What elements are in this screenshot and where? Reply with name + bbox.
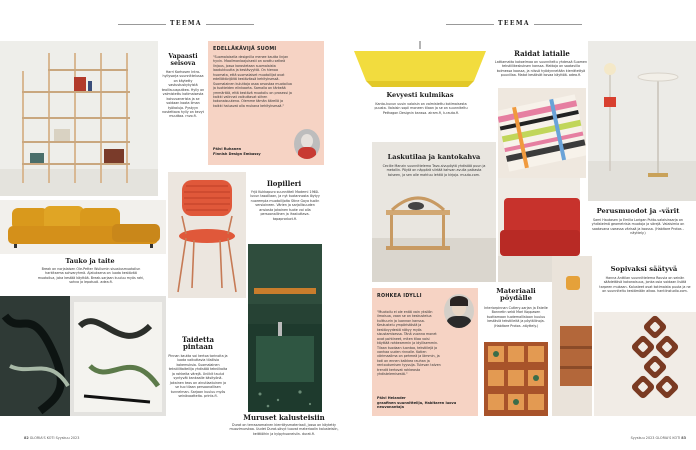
footer-left — [24, 436, 144, 440]
ilopilleri-title: Ilopilleri — [266, 179, 302, 188]
terrazzo-photo — [248, 244, 322, 412]
shelf-photo — [0, 41, 158, 196]
vapaasti-title: Vapaasti seisova — [168, 53, 198, 67]
rohkea-box — [372, 288, 478, 416]
chair-photo — [168, 172, 246, 298]
pendant-lamp-photo — [350, 41, 490, 91]
magazine-name-left: GLORIA'S KOTI — [29, 436, 55, 440]
shelf-illustration — [0, 41, 158, 196]
side-table-photo — [372, 142, 496, 282]
kevyesti-title: Kevyesti kulmikas — [386, 91, 454, 99]
sopivaksi-body: Hanna Anttilan suunnittelema Rouvia on seinän säädettävä kokonaisuus, jonka osia voidaan lisätä tarpeen mukaan. Kalusteet ovat kotimaista puuta ja ne on suunniteltu kestämään aikaa. hantiinstudio.com. — [599, 276, 691, 294]
tableware-photo — [484, 342, 548, 416]
sofa-illustration — [0, 200, 166, 254]
side-table-illustration — [372, 142, 496, 282]
laskutilaa-title: Laskutilaa ja kantokahva — [387, 153, 481, 161]
tableware-illustration — [484, 342, 548, 416]
rohkea-role: graafinen suunnittelija, Habitaren luova neuvonantaja — [377, 401, 457, 409]
muruset-title: Muruset kalusteisiin — [243, 413, 325, 422]
teema-rule-left-b — [206, 24, 254, 25]
edellakavija-heading: EDELLÄKÄVIJÄ SUOMI — [213, 47, 277, 52]
page-number-right: 83 — [681, 436, 686, 440]
vapaasti-body: Harri Korhosen Intra-hyllysarja suunnittelussa on käytetty vastustuskykyistä teollisuusputkea. Hylly on valmistettu kotimaisesta koivuvanerista ja se voidaan koota ilman työkaluja. Pystyyn nostettava hylly on kevyt muuttaa. rnvo.fi. — [161, 70, 205, 119]
materiaali-body: Interiorpinnan Cutlery-sarjan ja Estelle Bonnetin sekä Mari Koppasen tuottamaan tuotemallistoon kuuluu kestäviä tekstiileitä ja pöytäliinoja. (Habitare Protos -näyttely.) — [484, 306, 548, 328]
rug-illustration — [498, 88, 586, 178]
terrazzo-illustration — [248, 244, 322, 412]
muruset-body: Durat on terrazzomainen kierrätysmateriaali, jossa on käytetty muovimurskaa. Uudet Durat-sävyt tuovat materiaalin kalusteisiin, keittiöihin ja kylpyhuoneisiin. durat.fi. — [229, 423, 339, 436]
section-label-right: TEEMA — [498, 20, 530, 27]
pendant-lamp-illustration — [350, 41, 490, 91]
taidetta-title: Taidetta pintaan — [181, 335, 215, 352]
tauko-body: Break on norjalaisen Ole-Petter Wullumin sisustusmuotoilun harkitsema sohvaryhmä. Ajatuksena on luoda kestävää muotoilua, joka kestää käyttöä. Break-sarjaan kuuluu myös rahi, sohva ja lepotuoli. adea.fi. — [37, 267, 145, 285]
issue-left: Syyskuu 2023 — [55, 436, 80, 440]
chair-illustration — [168, 172, 246, 298]
sofa-photo — [0, 200, 166, 254]
edellakavija-role: Finnish Design Embassy — [213, 152, 261, 156]
teema-rule-right-a — [446, 24, 494, 25]
floor-lamp-illustration — [588, 41, 696, 201]
wall-storage-photo-left — [552, 256, 592, 416]
taidetta-body: Pinnan kautta voi kertoa tarinoita ja luoda vaikuttavia tilallisia kokemuksia. Suomalainen tekstiilitaiteilija yhdistää tekniikoita ja rohkeita värejä. Uniikit taulut syntyvät kankaalle käsityönä. Jokainen teos on ainutlaatuinen ja se tuo tilaan persoonallisen tunnelman. Sarjaan kuuluu myös seinävaatteita. prints.fi. — [168, 354, 228, 398]
raidat-title: Raidat latialle — [514, 49, 570, 58]
section-label-left: TEEMA — [170, 20, 202, 27]
edellakavija-body: "Suomalaisella designilla menee kautta linjan hyvin. Maailmanlaajuisesti on avattu selkeä linjaus, jossa korostetaan suomalaista laadukkuutta ja kestävyyttä. On hienoa huomata, että suomalaiset muotoilijat ovat edelläkävijöitä kestävässä kehityksessä. Suomalainen kuluttaja osaa arvostaa muotoilua ja tuotteiden elinkaarta. Samalla on tärkeää ymmärtää, että kestävä muotoilu on prosessi ja kaikki valinnat vaikuttavat siihen kokonaisuutena. Olemme tämän äärellä ja kaikki haluavat olla mukana kehityksessä." — [213, 55, 292, 108]
teema-rule-left-a — [118, 24, 166, 25]
perusmuodot-title: Perusmuodot ja -värit — [596, 207, 680, 215]
helander-portrait — [444, 294, 474, 328]
ilopilleri-body: Yrjö Kukkapuro suunnitteli Moderni 1960-luvun tasoillaan, ja nyt tuotannosta löytyy nuorempia muotoilijoita Stine Goya tuolin versioineen. Värien ja sarjallisuuden ansiosta jokainen tuote voi olla persoonallinen ja ihastuttava. tapaproduct.fi. — [250, 190, 320, 221]
wall-storage-illustration-right — [594, 312, 696, 416]
edellakavija-signature: Päivi Ruhanen — [213, 147, 242, 151]
floor-lamp-photo — [588, 41, 696, 201]
art-photo — [0, 296, 166, 416]
raidat-body: Lattiamatto kokoelmaa on suunniteltu yhdessä Suomen tekstiilikeskuksen kanssa. Mattoja on saatavilla kolmessa koossa, ja niissä hyödynnetään kierrätettyä puuvillaa. Matot kestävät kovaa käyttöä. adea.fi. — [494, 60, 588, 78]
art-illustration — [0, 296, 166, 416]
rug-photo — [498, 88, 586, 178]
tauko-title: Tauko ja taite — [65, 257, 115, 265]
rohkea-signature: Päivi Helander — [377, 396, 406, 400]
edellakavija-box — [208, 41, 324, 165]
perusmuodot-body: Sami Hautasen ja Emilia Lorigan Putto-valaisinsarja on yhdistelmä geometrisia muotoja ja värejä. Valaisimia on saatavana useassa värissä ja koossa. (Habitare Protos -näyttely.) — [591, 218, 685, 236]
wall-storage-illustration-left — [552, 256, 592, 416]
materiaali-title: Materiaali pöydälle — [496, 287, 536, 303]
kevyesti-body: Kanto-kuvun uusin valaisin on valmistettu kotimaisesta puusta. Valaisin sopii moneen tilaan ja se on suunniteltu Pethagon Designin kanssa. airam.fi, k-rauta.fi. — [374, 102, 468, 115]
rohkea-body: "Muotoilu ei ole enää vain yksilön ilmaisua, vaan se on keskustelua kulttuurin ja luonnon kanssa. Keskustelu ympäristöstä ja kestävyydestä näkyy myös sisustamisessa. Tänä vuonna monet ovat pohtineet, miten tilaa voisi käyttää rohkeammin ja idyllisemmin. Tilaan tuodaan luontoa, tekstiilejä ja vanhaa uuden rinnalle. Kotien värimaailma on pehmeä ja lämmin, ja koti on ennen kaikkea rauhan ja rentoutumisen tyyssija. Tulevan talven trendit kertovat rohkeasta yhdistelemisestä." — [377, 310, 441, 377]
ruhanen-portrait — [294, 129, 320, 159]
laskutilaa-body: Cecilie Manzin suunnittelema Tavo-sivupöytä yhdistää puun ja metallin. Pöytä on näppärä siirtää kahvan avulla paikasta toiseen, ja sen alle mahtuu lehtiä ja kirjoja. muuto.com. — [382, 164, 486, 177]
footer-right — [566, 436, 686, 440]
magazine-name-right: GLORIA'S KOTI — [655, 436, 681, 440]
sopivaksi-title: Sopivaksi säätyvä — [610, 265, 678, 273]
rohkea-heading: ROHKEA IDYLLI — [377, 294, 422, 299]
teema-rule-right-b — [534, 24, 582, 25]
page-number-left: 82 — [24, 436, 29, 440]
issue-right: Syyskuu 2023 — [630, 436, 655, 440]
wall-storage-photo-right — [594, 312, 696, 416]
